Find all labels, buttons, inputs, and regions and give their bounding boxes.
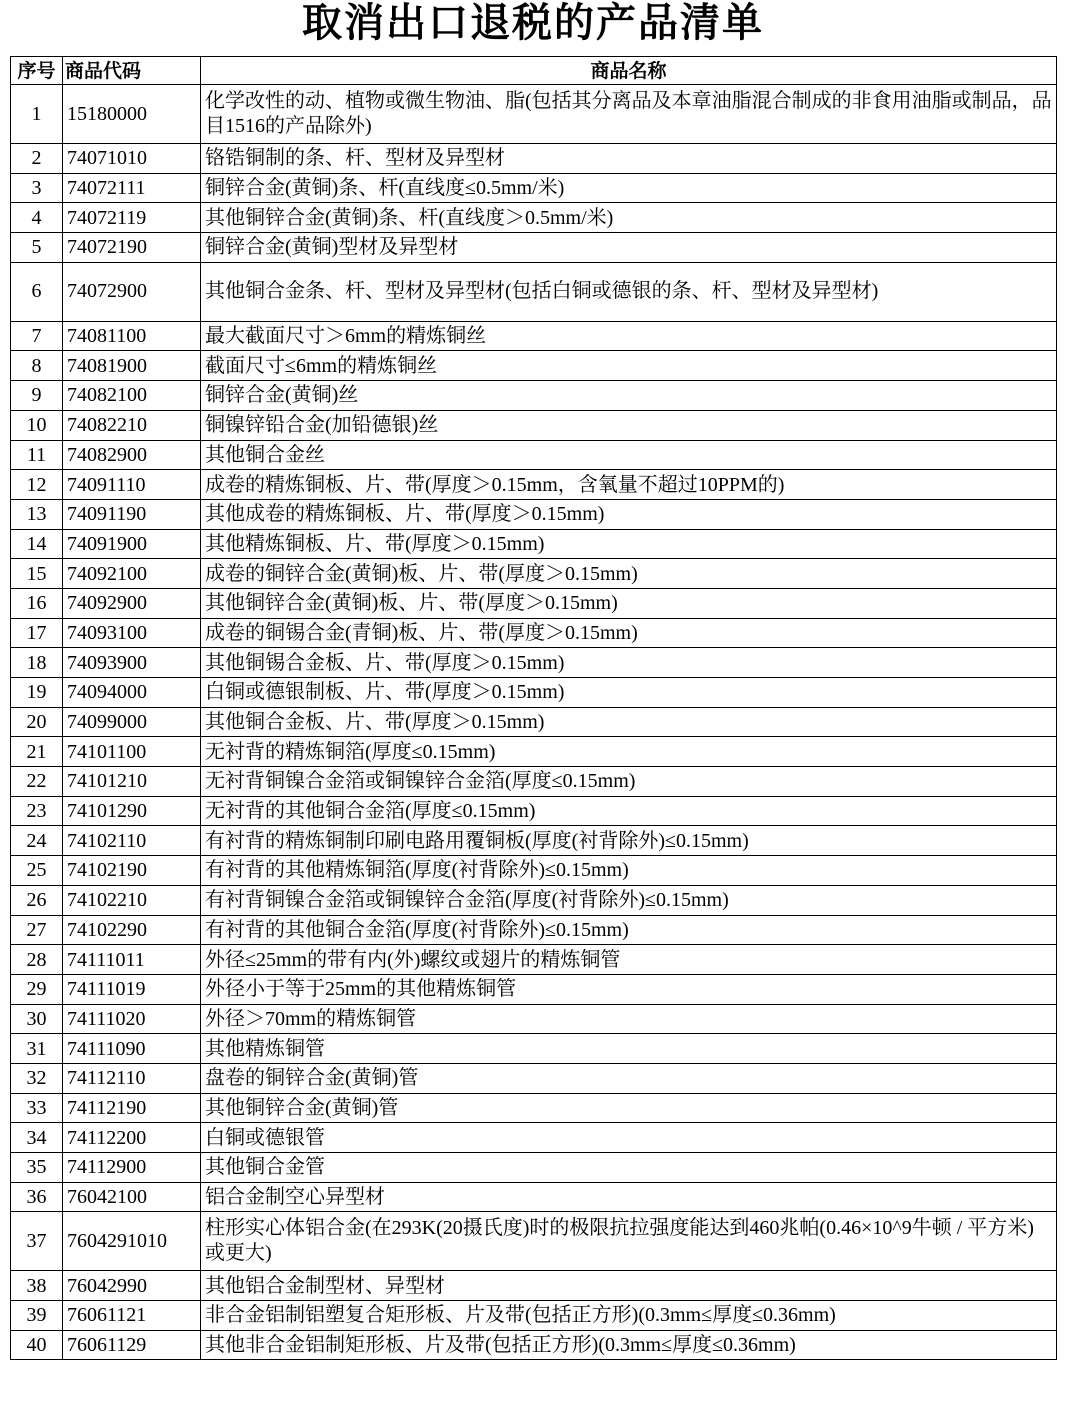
serial-no-cell: 22 bbox=[11, 767, 63, 797]
product-code-cell: 74111019 bbox=[63, 974, 201, 1004]
serial-no-cell: 31 bbox=[11, 1034, 63, 1064]
product-name-cell: 其他非合金铝制矩形板、片及带(包括正方形)(0.3mm≤厚度≤0.36mm) bbox=[201, 1330, 1057, 1360]
table-row bbox=[11, 1123, 1057, 1153]
product-code-cell: 74101290 bbox=[63, 796, 201, 826]
product-code-cell: 74102190 bbox=[63, 856, 201, 886]
product-code-cell: 74094000 bbox=[63, 678, 201, 708]
product-name-cell: 白铜或德银制板、片、带(厚度＞0.15mm) bbox=[201, 678, 1057, 708]
table-row bbox=[11, 470, 1057, 500]
table-row bbox=[11, 559, 1057, 589]
table-row bbox=[11, 737, 1057, 767]
product-name-cell: 非合金铝制铝塑复合矩形板、片及带(包括正方形)(0.3mm≤厚度≤0.36mm) bbox=[201, 1301, 1057, 1331]
serial-no-cell: 12 bbox=[11, 470, 63, 500]
product-name-cell: 铜锌合金(黄铜)型材及异型材 bbox=[201, 233, 1057, 263]
serial-no-cell: 30 bbox=[11, 1004, 63, 1034]
table-row bbox=[11, 173, 1057, 203]
table-row bbox=[11, 707, 1057, 737]
product-code-cell: 74081900 bbox=[63, 351, 201, 381]
serial-no-cell: 8 bbox=[11, 351, 63, 381]
product-code-cell: 74112110 bbox=[63, 1063, 201, 1093]
table-row bbox=[11, 945, 1057, 975]
serial-no-cell: 1 bbox=[11, 85, 63, 144]
table-row bbox=[11, 678, 1057, 708]
product-code-cell: 76061121 bbox=[63, 1301, 201, 1331]
serial-no-cell: 29 bbox=[11, 974, 63, 1004]
product-name-cell: 外径小于等于25mm的其他精炼铜管 bbox=[201, 974, 1057, 1004]
product-name-cell: 有衬背的其他铜合金箔(厚度(衬背除外)≤0.15mm) bbox=[201, 915, 1057, 945]
table-row bbox=[11, 588, 1057, 618]
table-row bbox=[11, 440, 1057, 470]
table-row bbox=[11, 529, 1057, 559]
header-serial-no: 序号 bbox=[11, 57, 63, 85]
product-name-cell: 其他铜锌合金(黄铜)管 bbox=[201, 1093, 1057, 1123]
table-row bbox=[11, 351, 1057, 381]
serial-no-cell: 34 bbox=[11, 1123, 63, 1153]
product-name-cell: 有衬背的其他精炼铜箔(厚度(衬背除外)≤0.15mm) bbox=[201, 856, 1057, 886]
product-name-cell: 铜镍锌铅合金(加铅德银)丝 bbox=[201, 410, 1057, 440]
page-title: 取消出口退税的产品清单 bbox=[302, 0, 764, 46]
table-row bbox=[11, 321, 1057, 351]
product-name-cell: 无衬背的精炼铜箔(厚度≤0.15mm) bbox=[201, 737, 1057, 767]
product-name-cell: 其他铜锌合金(黄铜)板、片、带(厚度＞0.15mm) bbox=[201, 588, 1057, 618]
header-row bbox=[11, 57, 1057, 85]
product-code-cell: 76042990 bbox=[63, 1271, 201, 1301]
serial-no-cell: 38 bbox=[11, 1271, 63, 1301]
product-code-cell: 74111020 bbox=[63, 1004, 201, 1034]
table-row bbox=[11, 648, 1057, 678]
serial-no-cell: 7 bbox=[11, 321, 63, 351]
table-row bbox=[11, 1004, 1057, 1034]
serial-no-cell: 5 bbox=[11, 233, 63, 263]
table-row bbox=[11, 885, 1057, 915]
serial-no-cell: 2 bbox=[11, 144, 63, 174]
serial-no-cell: 27 bbox=[11, 915, 63, 945]
serial-no-cell: 18 bbox=[11, 648, 63, 678]
product-name-cell: 其他铜合金板、片、带(厚度＞0.15mm) bbox=[201, 707, 1057, 737]
table-row bbox=[11, 410, 1057, 440]
product-code-cell: 74112200 bbox=[63, 1123, 201, 1153]
product-code-cell: 74091190 bbox=[63, 499, 201, 529]
header-product-name: 商品名称 bbox=[201, 57, 1057, 85]
serial-no-cell: 6 bbox=[11, 262, 63, 321]
product-code-cell: 74102210 bbox=[63, 885, 201, 915]
table-row bbox=[11, 262, 1057, 321]
serial-no-cell: 40 bbox=[11, 1330, 63, 1360]
serial-no-cell: 16 bbox=[11, 588, 63, 618]
product-name-cell: 其他铝合金制型材、异型材 bbox=[201, 1271, 1057, 1301]
serial-no-cell: 17 bbox=[11, 618, 63, 648]
product-code-cell: 74101100 bbox=[63, 737, 201, 767]
serial-no-cell: 10 bbox=[11, 410, 63, 440]
product-code-cell: 74082100 bbox=[63, 381, 201, 411]
serial-no-cell: 28 bbox=[11, 945, 63, 975]
product-name-cell: 铜锌合金(黄铜)条、杆(直线度≤0.5mm/米) bbox=[201, 173, 1057, 203]
table-row bbox=[11, 1063, 1057, 1093]
product-code-cell: 74082900 bbox=[63, 440, 201, 470]
product-name-cell: 最大截面尺寸＞6mm的精炼铜丝 bbox=[201, 321, 1057, 351]
product-code-cell: 74099000 bbox=[63, 707, 201, 737]
product-code-cell: 74082210 bbox=[63, 410, 201, 440]
product-name-cell: 铬锆铜制的条、杆、型材及异型材 bbox=[201, 144, 1057, 174]
product-name-cell: 其他成卷的精炼铜板、片、带(厚度＞0.15mm) bbox=[201, 499, 1057, 529]
product-name-cell: 有衬背的精炼铜制印刷电路用覆铜板(厚度(衬背除外)≤0.15mm) bbox=[201, 826, 1057, 856]
product-code-cell: 74092100 bbox=[63, 559, 201, 589]
table-row bbox=[11, 1153, 1057, 1183]
serial-no-cell: 32 bbox=[11, 1063, 63, 1093]
table-row bbox=[11, 618, 1057, 648]
table-row bbox=[11, 1182, 1057, 1212]
product-code-cell: 74112190 bbox=[63, 1093, 201, 1123]
serial-no-cell: 26 bbox=[11, 885, 63, 915]
product-code-cell: 74101210 bbox=[63, 767, 201, 797]
serial-no-cell: 39 bbox=[11, 1301, 63, 1331]
product-code-cell: 15180000 bbox=[63, 85, 201, 144]
product-name-cell: 白铜或德银管 bbox=[201, 1123, 1057, 1153]
product-name-cell: 化学改性的动、植物或微生物油、脂(包括其分离品及本章油脂混合制成的非食用油脂或制品，品目1516的产品除外) bbox=[201, 85, 1057, 144]
product-name-cell: 铜锌合金(黄铜)丝 bbox=[201, 381, 1057, 411]
product-name-cell: 有衬背铜镍合金箔或铜镍锌合金箔(厚度(衬背除外)≤0.15mm) bbox=[201, 885, 1057, 915]
serial-no-cell: 33 bbox=[11, 1093, 63, 1123]
product-name-cell: 其他铜合金丝 bbox=[201, 440, 1057, 470]
product-name-cell: 其他铜合金管 bbox=[201, 1153, 1057, 1183]
product-name-cell: 外径≤25mm的带有内(外)螺纹或翅片的精炼铜管 bbox=[201, 945, 1057, 975]
product-code-cell: 74102110 bbox=[63, 826, 201, 856]
serial-no-cell: 11 bbox=[11, 440, 63, 470]
serial-no-cell: 9 bbox=[11, 381, 63, 411]
serial-no-cell: 25 bbox=[11, 856, 63, 886]
product-code-cell: 74071010 bbox=[63, 144, 201, 174]
product-code-cell: 74111090 bbox=[63, 1034, 201, 1064]
serial-no-cell: 14 bbox=[11, 529, 63, 559]
table-row bbox=[11, 499, 1057, 529]
product-name-cell: 其他精炼铜板、片、带(厚度＞0.15mm) bbox=[201, 529, 1057, 559]
serial-no-cell: 35 bbox=[11, 1153, 63, 1183]
table-row bbox=[11, 1271, 1057, 1301]
product-code-cell: 74091110 bbox=[63, 470, 201, 500]
product-code-cell: 74081100 bbox=[63, 321, 201, 351]
header-product-code: 商品代码 bbox=[63, 57, 201, 85]
serial-no-cell: 4 bbox=[11, 203, 63, 233]
product-name-cell: 其他铜锌合金(黄铜)条、杆(直线度＞0.5mm/米) bbox=[201, 203, 1057, 233]
product-code-cell: 74072900 bbox=[63, 262, 201, 321]
product-name-cell: 柱形实心体铝合金(在293K(20摄氏度)时的极限抗拉强度能达到460兆帕(0.46×10^9牛顿 / 平方米)或更大) bbox=[201, 1212, 1057, 1271]
product-name-cell: 成卷的精炼铜板、片、带(厚度＞0.15mm，含氧量不超过10PPM的) bbox=[201, 470, 1057, 500]
table-row bbox=[11, 915, 1057, 945]
product-name-cell: 无衬背铜镍合金箔或铜镍锌合金箔(厚度≤0.15mm) bbox=[201, 767, 1057, 797]
table-row bbox=[11, 144, 1057, 174]
serial-no-cell: 21 bbox=[11, 737, 63, 767]
product-name-cell: 无衬背的其他铜合金箔(厚度≤0.15mm) bbox=[201, 796, 1057, 826]
product-code-cell: 74112900 bbox=[63, 1153, 201, 1183]
table-row bbox=[11, 856, 1057, 886]
product-name-cell: 其他精炼铜管 bbox=[201, 1034, 1057, 1064]
product-name-cell: 成卷的铜锌合金(黄铜)板、片、带(厚度＞0.15mm) bbox=[201, 559, 1057, 589]
table-row bbox=[11, 796, 1057, 826]
product-code-cell: 74091900 bbox=[63, 529, 201, 559]
serial-no-cell: 20 bbox=[11, 707, 63, 737]
product-code-cell: 74072190 bbox=[63, 233, 201, 263]
product-code-cell: 74072111 bbox=[63, 173, 201, 203]
product-code-cell: 74093900 bbox=[63, 648, 201, 678]
serial-no-cell: 37 bbox=[11, 1212, 63, 1271]
product-code-cell: 74093100 bbox=[63, 618, 201, 648]
product-name-cell: 其他铜合金条、杆、型材及异型材(包括白铜或德银的条、杆、型材及异型材) bbox=[201, 262, 1057, 321]
serial-no-cell: 3 bbox=[11, 173, 63, 203]
product-name-cell: 外径＞70mm的精炼铜管 bbox=[201, 1004, 1057, 1034]
product-code-cell: 76042100 bbox=[63, 1182, 201, 1212]
product-list-table bbox=[10, 56, 1057, 1360]
table-row bbox=[11, 1212, 1057, 1271]
serial-no-cell: 36 bbox=[11, 1182, 63, 1212]
table-row bbox=[11, 203, 1057, 233]
table-row bbox=[11, 381, 1057, 411]
product-name-cell: 盘卷的铜锌合金(黄铜)管 bbox=[201, 1063, 1057, 1093]
serial-no-cell: 23 bbox=[11, 796, 63, 826]
serial-no-cell: 13 bbox=[11, 499, 63, 529]
product-name-cell: 其他铜锡合金板、片、带(厚度＞0.15mm) bbox=[201, 648, 1057, 678]
table-row bbox=[11, 767, 1057, 797]
product-code-cell: 7604291010 bbox=[63, 1212, 201, 1271]
product-name-cell: 成卷的铜锡合金(青铜)板、片、带(厚度＞0.15mm) bbox=[201, 618, 1057, 648]
table-row bbox=[11, 233, 1057, 263]
product-name-cell: 截面尺寸≤6mm的精炼铜丝 bbox=[201, 351, 1057, 381]
serial-no-cell: 15 bbox=[11, 559, 63, 589]
product-code-cell: 74072119 bbox=[63, 203, 201, 233]
serial-no-cell: 19 bbox=[11, 678, 63, 708]
product-name-cell: 铝合金制空心异型材 bbox=[201, 1182, 1057, 1212]
table-row bbox=[11, 1301, 1057, 1331]
table-row bbox=[11, 826, 1057, 856]
table-row bbox=[11, 974, 1057, 1004]
product-code-cell: 74092900 bbox=[63, 588, 201, 618]
serial-no-cell: 24 bbox=[11, 826, 63, 856]
table-row bbox=[11, 1034, 1057, 1064]
product-code-cell: 76061129 bbox=[63, 1330, 201, 1360]
product-code-cell: 74102290 bbox=[63, 915, 201, 945]
table-row bbox=[11, 1330, 1057, 1360]
table-row bbox=[11, 85, 1057, 144]
table-row bbox=[11, 1093, 1057, 1123]
product-code-cell: 74111011 bbox=[63, 945, 201, 975]
